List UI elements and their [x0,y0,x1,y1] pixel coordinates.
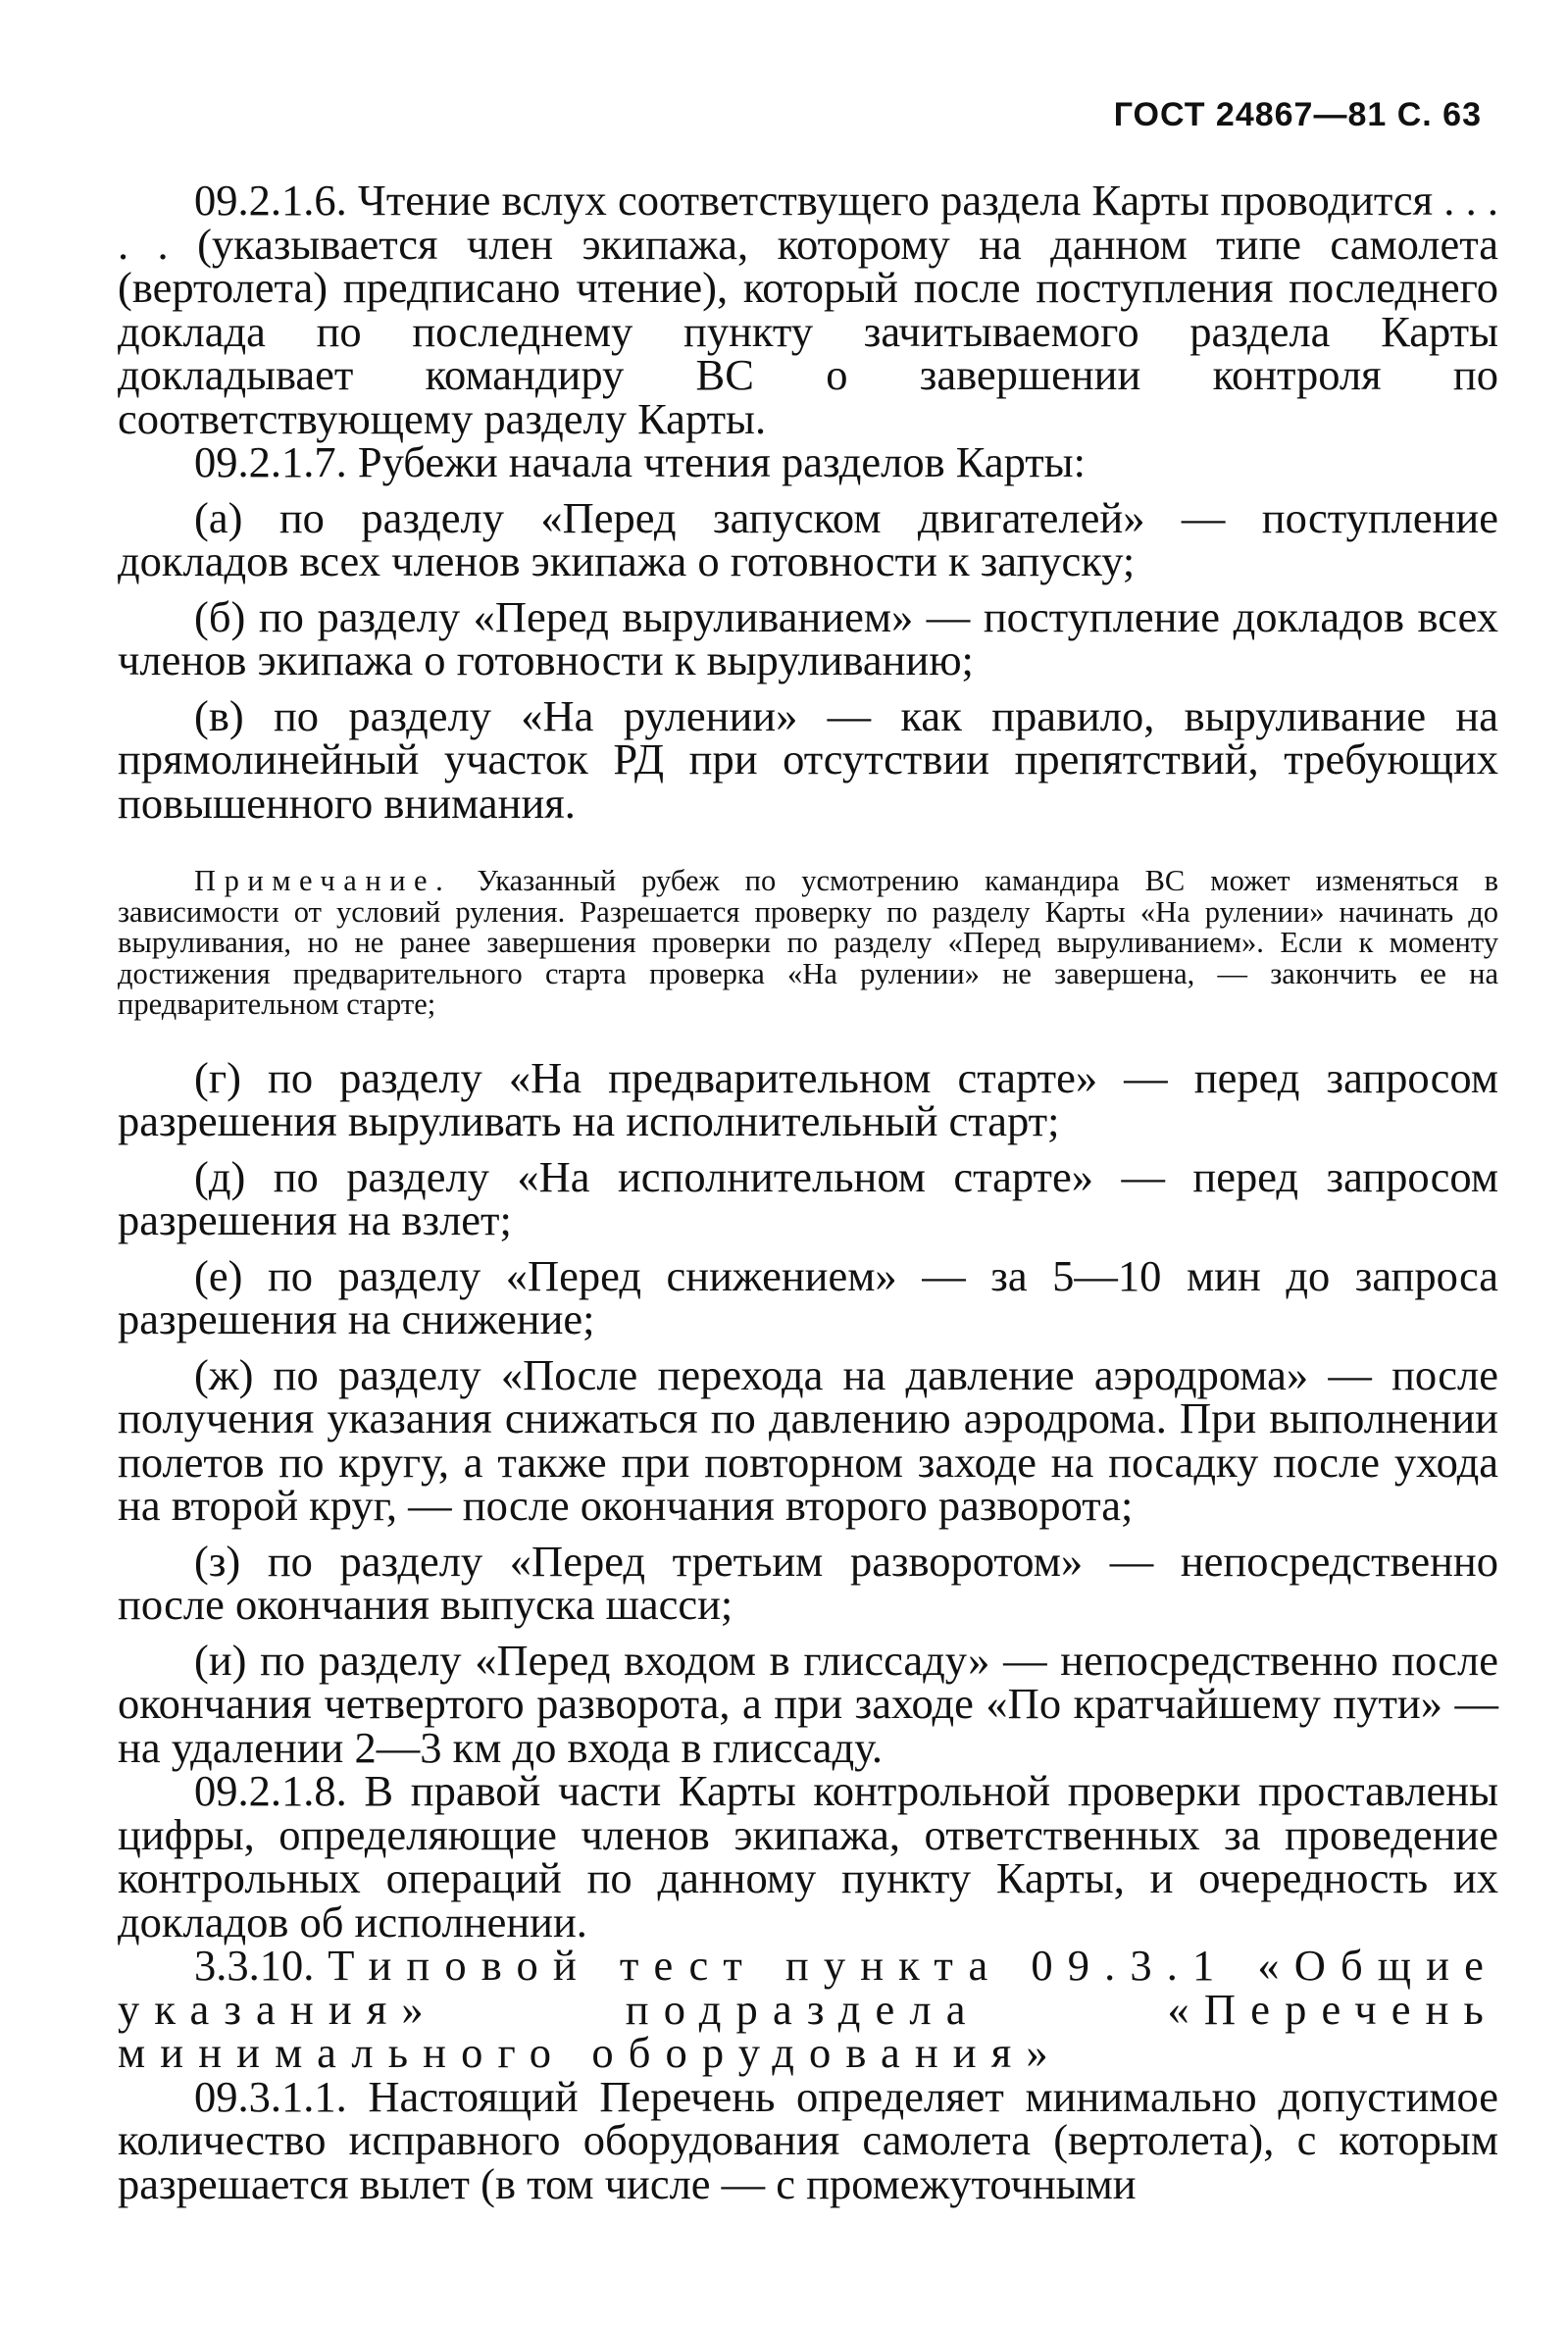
paragraph-09-3-1-1: 09.3.1.1. Настоящий Перечень определяет минимально допустимое количество исправного оборудования самолета (вертолета), с которым разрешается вылет (в том числе — с промежуточными [118,2071,1498,2208]
list-item-z: (з) по разделу «Перед третьим разворотом» — непосредственно после окончания выпуска шасси; [118,1536,1498,1629]
page-body [118,176,1498,2208]
note-text: Указанный рубеж по усмотрению камандира ВС может изменяться в зависимости от условий руления. Разрешается проверку по разделу Карты «На рулении» начинать до выруливания, но не ранее завершения проверки по разделу «Перед выруливанием». Если к моменту достижения предварительного старта проверка «На рулении» не завершена, — закончить ее на предварительном старте; [118,864,1498,1021]
running-header: ГОСТ 24867—81 С. 63 [1113,96,1482,133]
note-label: Примечание. [194,864,452,897]
list-item-d: (д) по разделу «На исполнительном старте» — перед запросом разрешения на взлет; [118,1151,1498,1244]
paragraph-09-2-1-7: 09.2.1.7. Рубежи начала чтения разделов Карты: [194,437,1086,486]
list-item-a: (а) по разделу «Перед запуском двигателей» — поступление докладов всех членов экипажа о готовности к запуску; [118,492,1498,585]
list-item-b: (б) по разделу «Перед выруливанием» — поступление докладов всех членов экипажа о готовности к выруливанию; [118,591,1498,684]
list-item-e: (е) по разделу «Перед снижением» — за 5—10 мин до запроса разрешения на снижение; [118,1250,1498,1343]
list-item-g: (г) по разделу «На предварительном старте» — перед запросом разрешения выруливать на исполнительный старт; [118,1052,1498,1145]
section-title: Типовой тест пункта 09.3.1 «Общие указания» подраздела «Перечень минимального оборудования» [118,1941,1498,2077]
list-item-v: (в) по разделу «На рулении» — как правило, выруливание на прямолинейный участок РД при отсутствии препятствий, требующих повышенного внимания. [118,690,1498,828]
section-number: 3.3.10. [194,1941,315,1990]
note-block [118,866,1498,1021]
paragraph-09-2-1-6: 09.2.1.6. Чтение вслух соответствущего раздела Карты проводится . . . . . (указывается член экипажа, которому на данном типе самолета (вертолета) предписано чтение), который после поступления последнего доклада по последнему пункту зачитываемого раздела Карты докладывает командиру ВС о завершении контроля по соответствующему разделу Карты. [118,176,1498,443]
list-item-zh: (ж) по разделу «После перехода на давление аэродрома» — после получения указания снижаться по давлению аэродрома. При выполнении полетов по кругу, а также при повторном заходе на посадку после ухода на второй круг, — после окончания второго разворота; [118,1349,1498,1530]
list-item-i: (и) по разделу «Перед входом в глиссаду» — непосредственно после окончания четвертого разворота, а при заходе «По кратчайшему пути» — на удалении 2—3 км до входа в глиссаду. [118,1635,1498,1772]
paragraph-09-2-1-8: 09.2.1.8. В правой части Карты контрольной проверки проставлены цифры, определяющие членов экипажа, ответственных за проведение контрольных операций по данному пункту Карты, и очередность их докладов об исполнении. [118,1766,1498,1946]
section-heading-3-3-10 [118,1941,1498,2077]
